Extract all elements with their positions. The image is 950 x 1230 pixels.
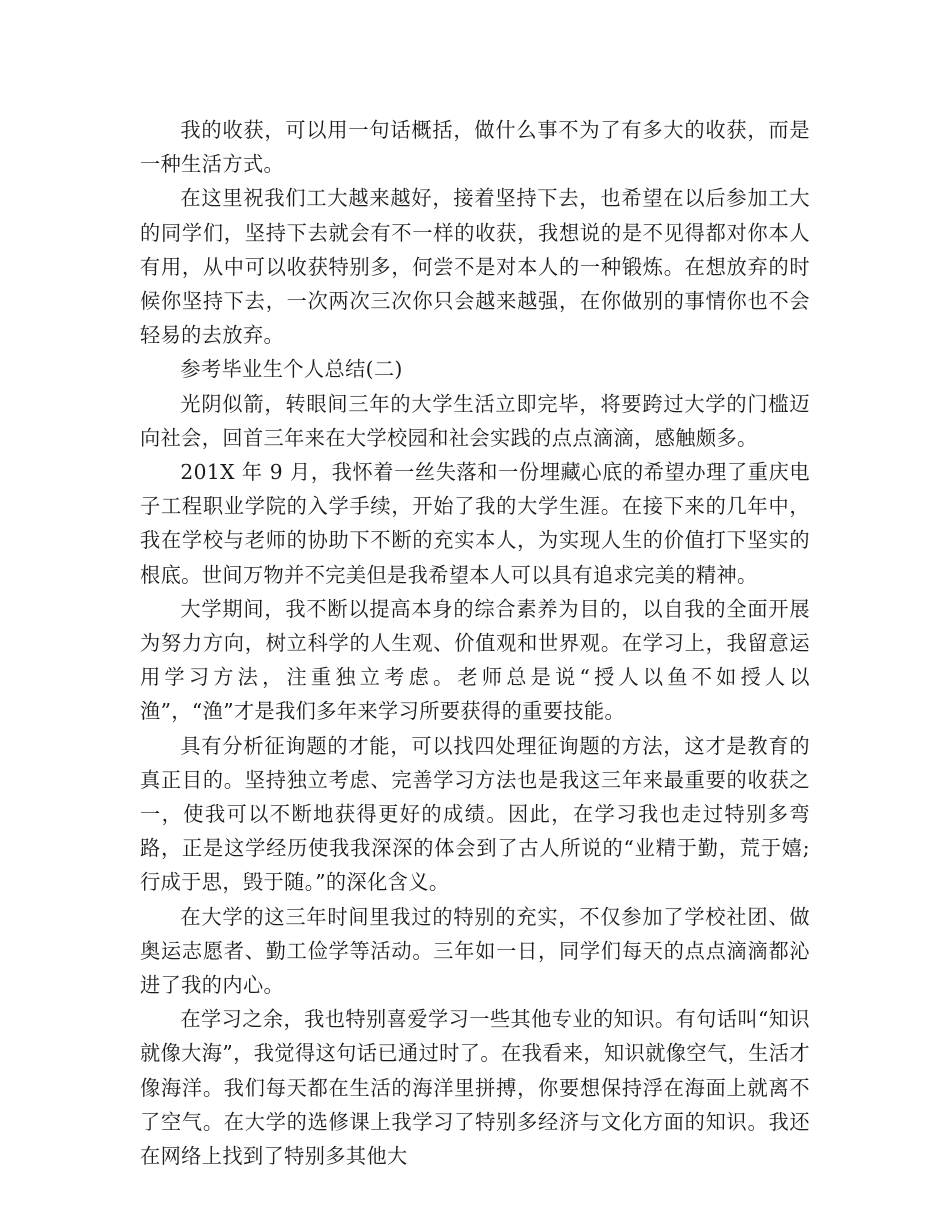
section-heading: 参考毕业生个人总结(二) [180,357,403,382]
paragraph-wishes: 在这里祝我们工大越来越好，接着坚持下去，也希望在以后参加工大的同学们，坚持下去就会有不一样的收获，我想说的是不见得都对你本人有用，从中可以收获特别多，何尝不是对本人的一种锻炼。在想放弃的时候你坚持下去，一次两次三次你只会越来越强，在你做别的事情你也不会轻易的去放弃。 [140,186,810,348]
paragraph-study: 大学期间，我不断以提高本身的综合素养为目的，以自我的全面开展为努力方向，树立科学的人生观、价值观和世界观。在学习上，我留意运用学习方法，注重独立考虑。老师总是说“授人以鱼不如授人以渔”，“渔”才是我们多年来学习所要获得的重要技能。 [140,596,810,724]
document-body [140,113,810,1173]
paragraph-ability: 具有分析征询题的才能，可以找四处理征询题的方法，这才是教育的真正目的。坚持独立考虑、完善学习方法也是我这三年来最重要的收获之一，使我可以不断地获得更好的成绩。因此，在学习我也走过特别多弯路，正是这学经历使我我深深的体会到了古人所说的“业精于勤，荒于嬉;行成于思，毁于随。”的深化含义。 [140,733,810,895]
paragraph-other-knowledge: 在学习之余，我也特别喜爱学习一些其他专业的知识。有句话叫“知识就像大海”，我觉得这句话已通过时了。在我看来，知识就像空气，生活才像海洋。我们每天都在生活的海洋里拼搏，你要想保持浮在海面上就离不了空气。在大学的选修课上我学习了特别多经济与文化方面的知识。我还在网络上找到了特别多其他大 [140,1007,810,1169]
paragraph-intro: 光阴似箭，转眼间三年的大学生活立即完毕，将要跨过大学的门槛迈向社会，回首三年来在大学校园和社会实践的点点滴滴，感触颇多。 [140,391,810,450]
paragraph-harvest: 我的收获，可以用一句话概括，做什么事不为了有多大的收获，而是一种生活方式。 [140,118,810,177]
paragraph-activities: 在大学的这三年时间里我过的特别的充实，不仅参加了学校社团、做奥运志愿者、勤工俭学等活动。三年如一日，同学们每天的点点滴滴都沁进了我的内心。 [140,904,810,998]
paragraph-enrollment: 201X 年 9 月，我怀着一丝失落和一份埋藏心底的希望办理了重庆电子工程职业学院的入学手续，开始了我的大学生涯。在接下来的几年中，我在学校与老师的协助下不断的充实本人，为实现人生的价值打下坚实的根底。世间万物并不完美但是我希望本人可以具有追求完美的精神。 [140,460,810,587]
